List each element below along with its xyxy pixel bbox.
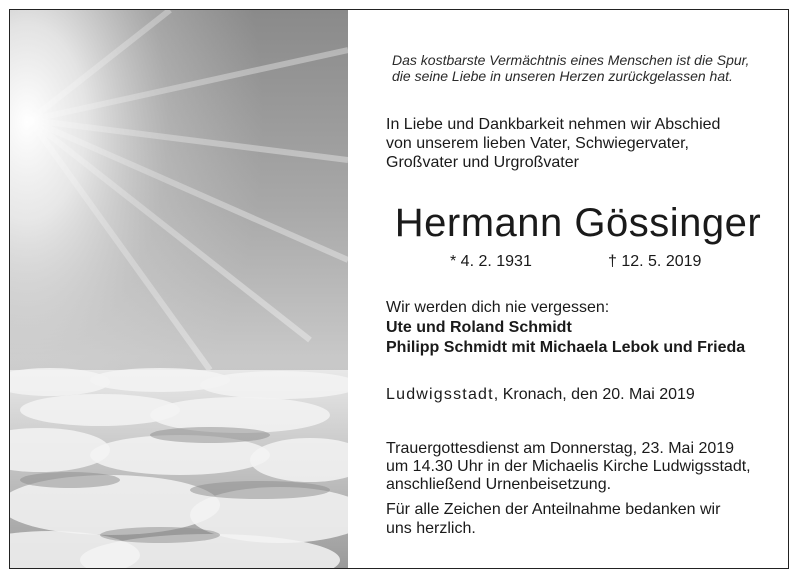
place-name: Ludwigsstadt (386, 386, 494, 403)
place-date (386, 386, 776, 404)
service-line: um 14.30 Uhr in der Michaelis Kirche Ludwigsstadt, (386, 458, 751, 475)
service-line: anschließend Urnenbeisetzung. (386, 476, 612, 493)
deceased-name: Hermann Gössinger (394, 201, 762, 245)
motto-line: Das kostbarste Vermächtnis eines Menschen ist die Spur, (392, 52, 750, 68)
intro-line: von unserem lieben Vater, Schwiegervater, (386, 135, 689, 152)
obituary-text (378, 10, 778, 568)
intro-line: In Liebe und Dankbarkeit nehmen wir Abschied (386, 116, 721, 133)
death-date: † 12. 5. 2019 (608, 253, 702, 270)
farewell-intro (386, 115, 776, 172)
birth-date: * 4. 2. 1931 (450, 253, 532, 270)
sunlit-clouds-image (10, 10, 348, 568)
thanks-line: uns herzlich. (386, 520, 476, 537)
thanks-line: Für alle Zeichen der Anteilnahme bedanken wir (386, 501, 721, 518)
date-text: , Kronach, den 20. Mai 2019 (493, 386, 695, 403)
thanks-note (386, 500, 776, 538)
mourner-line: Philipp Schmidt mit Michaela Lebok und Frieda (386, 339, 746, 356)
obituary-frame (9, 9, 789, 569)
intro-line: Großvater und Urgroßvater (386, 154, 579, 171)
service-line: Trauergottesdienst am Donnerstag, 23. Mai 2019 (386, 440, 735, 457)
mourners-block (386, 298, 776, 358)
mourner-line: Ute und Roland Schmidt (386, 319, 572, 336)
service-info (386, 440, 776, 494)
mourners-heading: Wir werden dich nie vergessen: (386, 299, 610, 316)
motto-quote (392, 52, 772, 84)
motto-line: die seine Liebe in unseren Herzen zurückgelassen hat. (392, 68, 733, 84)
